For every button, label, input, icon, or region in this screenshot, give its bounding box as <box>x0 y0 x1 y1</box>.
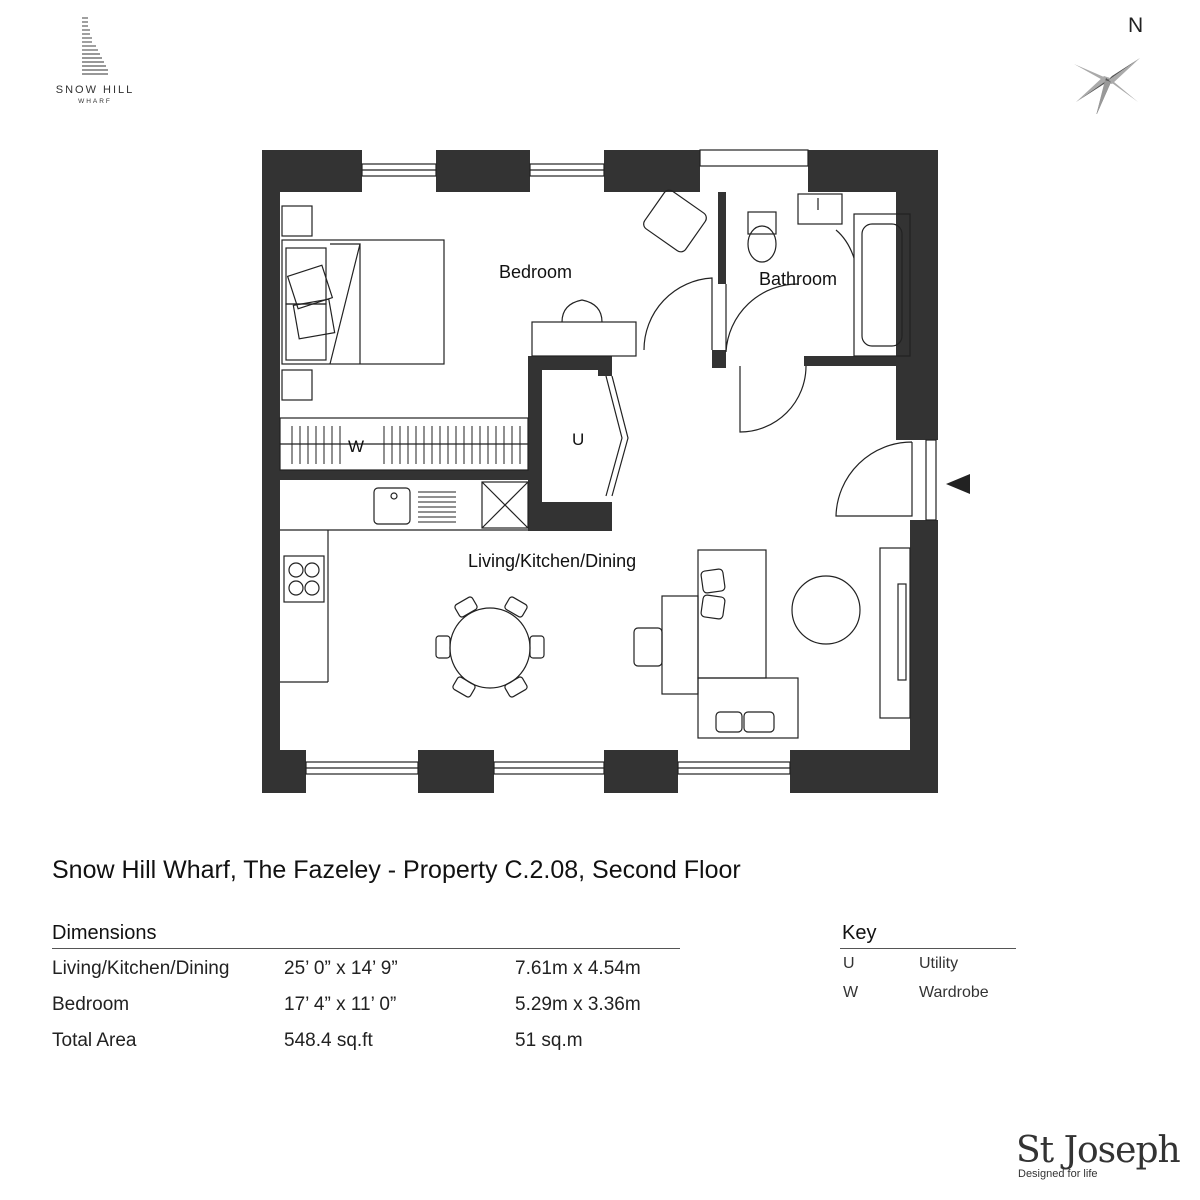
wardrobe-code-label: W <box>348 437 365 456</box>
dimension-row-imperial: 25’ 0” x 14’ 9” <box>284 958 398 979</box>
dimension-row-metric: 51 sq.m <box>515 1030 583 1051</box>
key-heading: Key <box>842 922 877 944</box>
dimension-row-label: Total Area <box>52 1030 137 1051</box>
dimensions-divider <box>52 948 680 949</box>
brand-tagline: Designed for life <box>1018 1168 1098 1180</box>
st-joseph-logo: St Joseph <box>1016 1130 1180 1171</box>
living-kitchen-dining-label: Living/Kitchen/Dining <box>468 551 637 571</box>
key-meaning: Utility <box>919 955 959 972</box>
key-meaning: Wardrobe <box>919 984 989 1001</box>
entrance-arrow-icon <box>946 474 970 494</box>
bathroom-label: Bathroom <box>759 269 838 289</box>
dimension-row-label: Bedroom <box>52 994 130 1015</box>
north-label: N <box>1128 14 1144 37</box>
dimension-row-metric: 7.61m x 4.54m <box>515 958 641 979</box>
dimension-row-imperial: 17’ 4” x 11’ 0” <box>284 994 397 1015</box>
key-code: U <box>843 955 855 972</box>
logo-subtitle: WHARF <box>78 98 112 105</box>
walls <box>262 150 938 793</box>
key-code: W <box>843 984 859 1001</box>
key-divider <box>840 948 1016 949</box>
dimensions-heading: Dimensions <box>52 922 157 944</box>
property-title: Snow Hill Wharf, The Fazeley - Property C.2.08, Second Floor <box>52 856 741 884</box>
dimension-row-label: Living/Kitchen/Dining <box>52 958 230 979</box>
bedroom-label: Bedroom <box>499 262 573 282</box>
dimension-row-imperial: 548.4 sq.ft <box>284 1030 373 1051</box>
dimension-row-metric: 5.29m x 3.36m <box>515 994 641 1015</box>
utility-code-label: U <box>572 430 585 449</box>
logo-name: SNOW HILL <box>55 84 135 96</box>
